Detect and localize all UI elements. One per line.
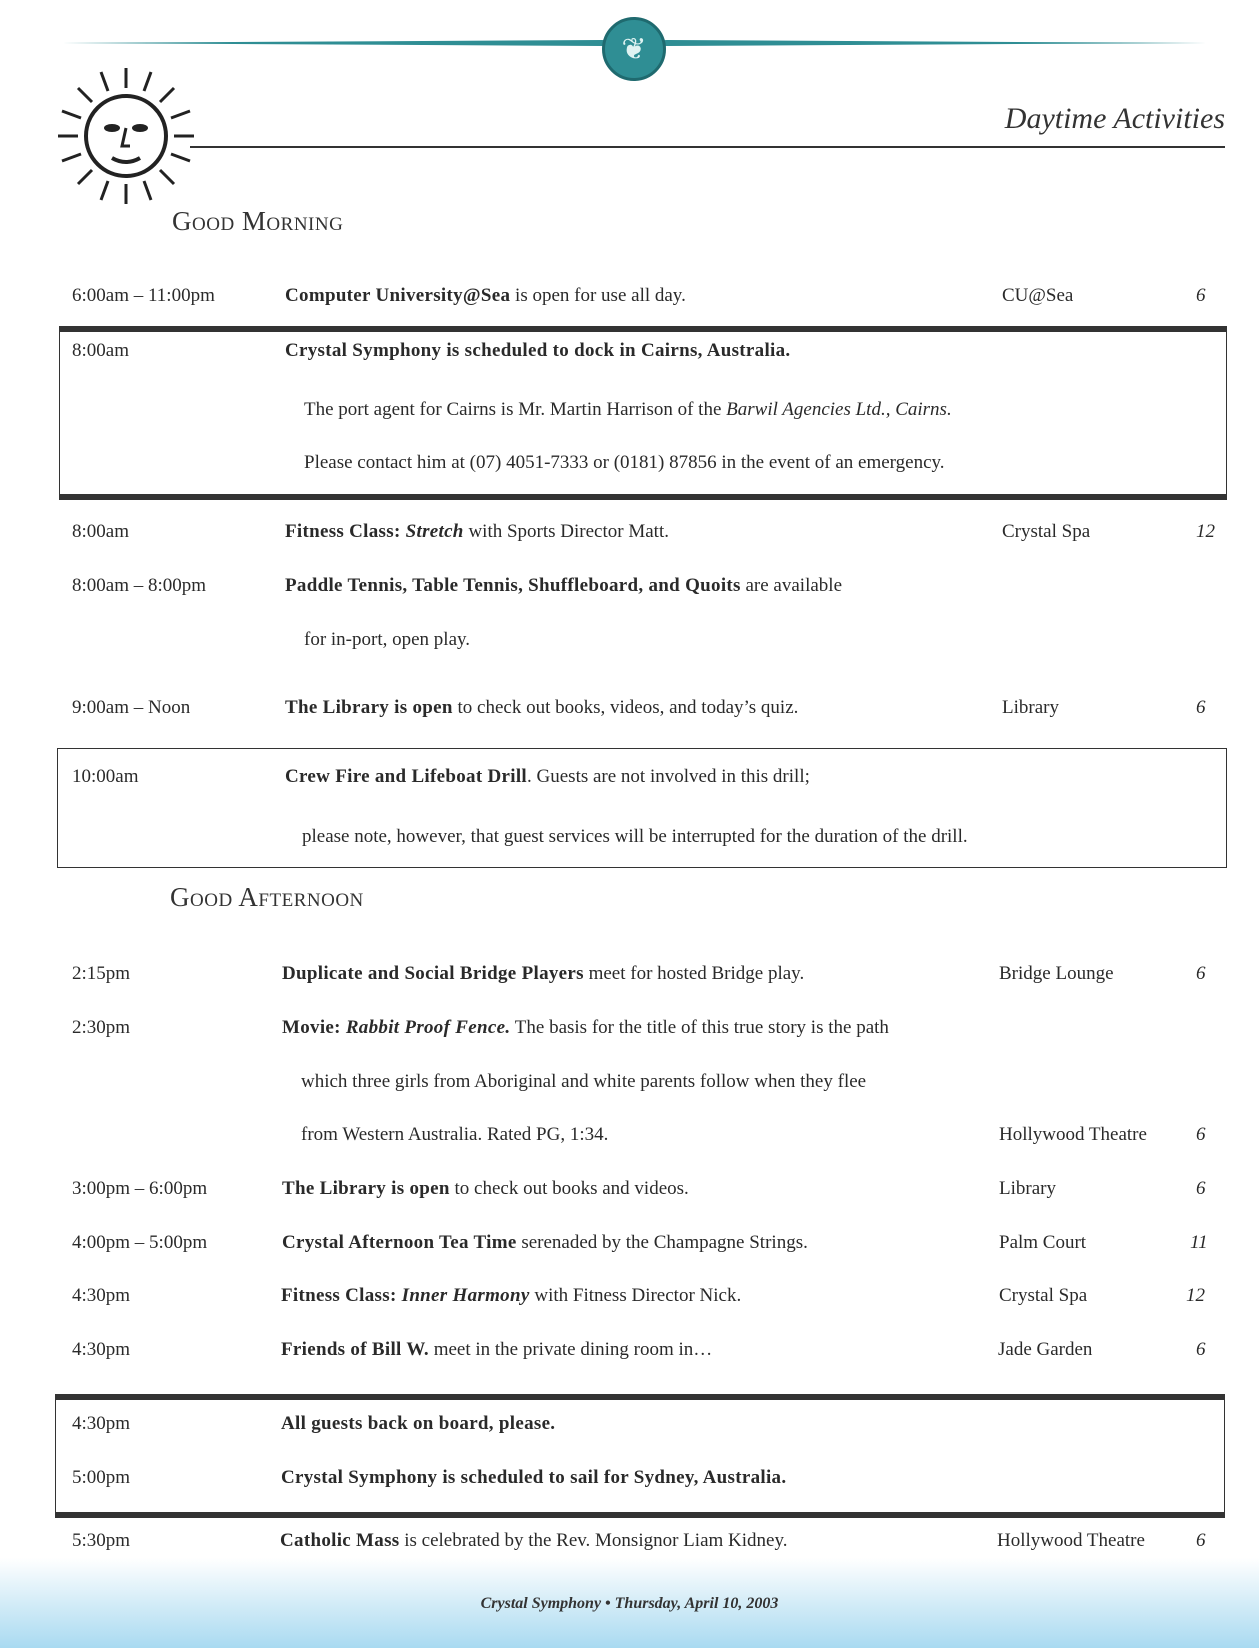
description-continued: please note, however, that guest services will be interrupted for the duration of the drill. [302,826,968,847]
page-ref: 6 [1196,1530,1206,1551]
location: Library [1002,697,1059,718]
page-ref: 6 [1196,285,1206,306]
list-item [0,1232,1259,1266]
list-item [0,285,1259,319]
location: Crystal Spa [999,1285,1088,1306]
list-item [0,340,1259,374]
page-ref: 6 [1196,1339,1206,1360]
list-item [0,1178,1259,1212]
list-item [0,521,1259,555]
location: Crystal Spa [1002,521,1091,542]
time: 9:00am – Noon [72,697,191,718]
header-rule [190,146,1225,148]
time: 2:30pm [72,1017,131,1038]
time: 4:30pm [72,1285,131,1306]
page-ref: 11 [1190,1232,1208,1253]
time: 8:00am [72,521,129,542]
description: Crystal Symphony is scheduled to dock in Cairns, Australia. [285,340,791,361]
description: Catholic Mass is celebrated by the Rev. Monsignor Liam Kidney. [280,1530,788,1551]
description-continued: which three girls from Aboriginal and white parents follow when they flee [301,1071,867,1092]
list-item [0,1017,1259,1051]
afternoon-heading: Good Afternoon [170,882,364,912]
time: 5:30pm [72,1530,131,1551]
time: 4:30pm [72,1339,131,1360]
emergency-contact-text: Please contact him at (07) 4051-7333 or (0181) 87856 in the event of an emergency. [304,452,945,473]
list-item [0,766,1259,800]
description: The Library is open to check out books, videos, and today’s quiz. [285,697,799,718]
list-item [0,1339,1259,1373]
footer-text: Crystal Symphony • Thursday, April 10, 2003 [480,1595,779,1612]
description: Duplicate and Social Bridge Players meet for hosted Bridge play. [282,963,805,984]
location: Jade Garden [998,1339,1093,1360]
sun-face-icon [56,66,196,206]
time: 4:00pm – 5:00pm [72,1232,208,1253]
description: Crew Fire and Lifeboat Drill. Guests are not involved in this drill; [285,766,810,787]
location: CU@Sea [1002,285,1074,306]
time: 2:15pm [72,963,131,984]
page-title: Daytime Activities [1004,102,1225,135]
page-ref: 12 [1196,521,1215,542]
list-item [0,1413,1259,1447]
description: Fitness Class: Inner Harmony with Fitness Director Nick. [281,1285,742,1306]
description: Crystal Afternoon Tea Time serenaded by the Champagne Strings. [282,1232,808,1253]
list-item [0,1467,1259,1501]
location: Hollywood Theatre [997,1530,1145,1551]
page-ref: 6 [1196,697,1206,718]
description: Crystal Symphony is scheduled to sail for Sydney, Australia. [281,1467,787,1488]
seahorse-medallion-icon: ❦ [602,17,666,81]
time: 6:00am – 11:00pm [72,285,215,306]
description: Movie: Rabbit Proof Fence. The basis for the title of this true story is the path [282,1017,889,1038]
location: Palm Court [999,1232,1087,1253]
time: 4:30pm [72,1413,131,1434]
time: 10:00am [72,766,139,787]
location: Library [999,1178,1056,1199]
page-ref: 6 [1196,1178,1206,1199]
list-item [0,697,1259,731]
morning-heading: Good Morning [172,206,344,236]
description: Paddle Tennis, Table Tennis, Shuffleboard, and Quoits are available [285,575,842,596]
time: 5:00pm [72,1467,131,1488]
page-ref: 6 [1196,1124,1206,1145]
location: Bridge Lounge [999,963,1114,984]
time: 3:00pm – 6:00pm [72,1178,208,1199]
description: All guests back on board, please. [281,1413,556,1434]
list-item [0,1285,1259,1319]
description-continued: from Western Australia. Rated PG, 1:34. [301,1124,609,1145]
description: Computer University@Sea is open for use all day. [285,285,686,306]
list-item-continued [0,1124,1259,1158]
description: Friends of Bill W. meet in the private dining room in… [281,1339,713,1360]
time: 8:00am [72,340,129,361]
description: The Library is open to check out books and videos. [282,1178,689,1199]
list-item [0,963,1259,997]
list-item [0,575,1259,609]
port-agent-text: The port agent for Cairns is Mr. Martin Harrison of the Barwil Agencies Ltd., Cairns. [304,399,952,420]
location: Hollywood Theatre [999,1124,1147,1145]
page-ref: 6 [1196,963,1206,984]
time: 8:00am – 8:00pm [72,575,207,596]
page-ref: 12 [1186,1285,1205,1306]
description-continued: for in-port, open play. [304,629,471,650]
description: Fitness Class: Stretch with Sports Director Matt. [285,521,669,542]
